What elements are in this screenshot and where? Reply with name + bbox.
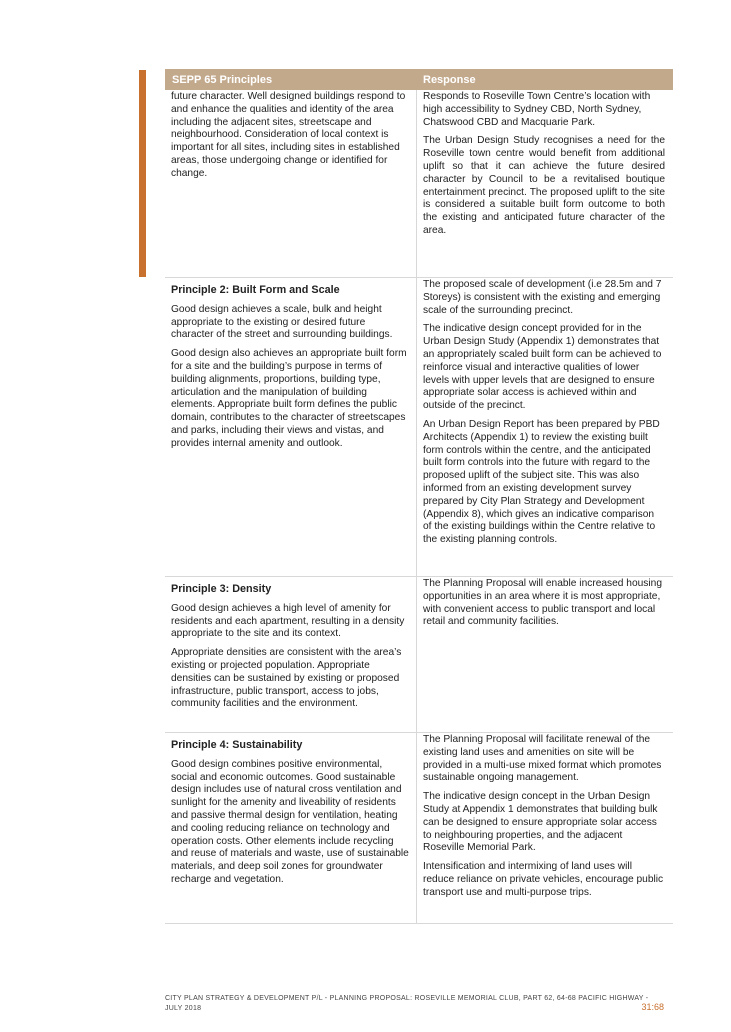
table-header [165,69,673,90]
table-row [165,733,673,924]
response-text: An Urban Design Report has been prepared by PBD Architects (Appendix 1) to review the existing built form controls within the centre, and the anticipated built form controls into the future with regard to the proposed uplift of the subject site. This was also informed from an existing development survey prepared by City Plan Strategy and Development (Appendix 8), which gives an indicative comparison of the existing buildings within the Centre relative to the existing planning controls. [423,418,660,546]
header-response: Response [423,73,476,86]
response-cell [416,733,673,923]
table-row [165,90,673,278]
principle-text: Good design achieves a scale, bulk and height appropriate to the existing or desired future character of the street and surrounding buildings. [171,303,393,341]
page-footer: CITY PLAN STRATEGY & DEVELOPMENT P/L - PLANNING PROPOSAL: ROSEVILLE MEMORIAL CLUB, PART 62, 64-68 PACIFIC HIGHWAY - JULY 2018 [165,995,649,1012]
response-text: Responds to Roseville Town Centre’s location with high accessibility to Sydney CBD, North Sydney, Chatswood CBD and Macquarie Park. [423,91,651,128]
table-row [165,278,673,577]
response-cell [416,90,673,277]
response-text: The proposed scale of development (i.e 28.5m and 7 Storeys) is consistent with the existing and emerging scale of the surrounding precinct. [423,279,662,316]
response-cell [416,278,673,576]
response-text: The indicative design concept provided for in the Urban Design Study (Appendix 1) demonstrates that an appropriately scaled built form can be achieved to reinforce visual and interactive qualities of lower levels with upper levels that are designed to ensure appropriate solar access is achieved within and outside of the precinct. [423,323,662,412]
principle-cell [165,278,416,576]
principle-text: Good design also achieves an appropriate built form for a site and the building’s purpose in terms of building alignments, proportions, building type, articulation and the manipulation of building elements. Appropriate built form defines the public domain, contributes to the character of streetscapes and parks, including their views and vistas, and provides internal amenity and outlook. [171,348,407,449]
principle-text: future character. Well designed buildings respond to and enhance the qualities and identity of the area including the adjacent sites, streetscape and neighbourhood. Consideration of local context is important for all sites, including sites in established areas, those undergoing change or identified for change. [171,91,406,179]
accent-bar [139,70,146,277]
principle-text: Appropriate densities are consistent with the area’s existing or projected population. Appropriate densities can be sustained by existing or proposed infrastructure, public transport, access to jobs, community facilities and the environment. [171,647,402,710]
principle-title: Principle 3: Density [171,583,272,595]
header-principles: SEPP 65 Principles [172,73,273,86]
page-number: 31:68 [641,1002,664,1012]
principle-text: Good design combines positive environmental, social and economic outcomes. Good sustainable design includes use of natural cross ventilation and sunlight for the amenity and liveability of residents and passive thermal design for ventilation, heating and cooling reducing reliance on technology and operation costs. Other elements include recycling and reuse of materials and waste, use of sustainable materials, and deep soil zones for groundwater recharge and vegetation. [171,758,409,885]
sepp65-table [165,69,673,924]
principle-cell [165,733,416,923]
response-text: The Planning Proposal will facilitate renewal of the existing land uses and amenities on site will be provided in a multi-use mixed format which promotes sustainable ongoing management. [423,734,662,784]
response-text: The indicative design concept in the Urban Design Study at Appendix 1 demonstrates that building bulk can be designed to ensure appropriate solar access to neighbouring properties, and the adjacent Roseville Memorial Park. [423,791,658,854]
principle-title: Principle 4: Sustainability [171,739,303,751]
principle-text: Good design achieves a high level of amenity for residents and each apartment, resulting in a density appropriate to the site and its context. [171,602,405,640]
principle-title: Principle 2: Built Form and Scale [171,284,340,296]
principle-cell [165,90,416,277]
response-cell [416,577,673,732]
principle-cell [165,577,416,732]
response-text: The Urban Design Study recognises a need for the Roseville town centre would benefit from additional uplift so that it can achieve the future desired character by Council to be a revitalised boutique entertainment precinct. The proposed uplift to the site is considered a suitable built form outcome to both the existing and anticipated future character of the area. [423,135,665,236]
table-row [165,577,673,733]
response-text: Intensification and intermixing of land uses will reduce reliance on private vehicles, encourage public transport use and multi-purpose trips. [423,861,664,898]
response-text: The Planning Proposal will enable increased housing opportunities in an area where it is most appropriate, with convenient access to public transport and local retail and community facilities. [423,578,662,628]
